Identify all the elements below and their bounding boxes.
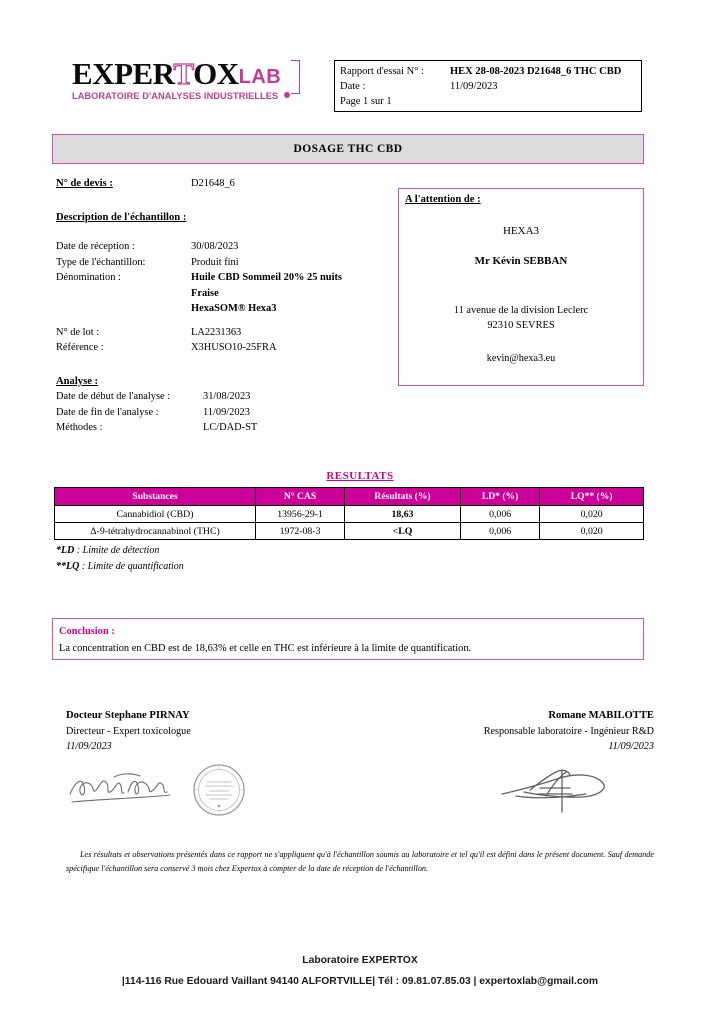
report-date-value: 11/09/2023 (450, 81, 498, 92)
analysis-end-label: Date de fin de l'analyse : (56, 406, 159, 418)
conclusion-heading: Conclusion : (59, 626, 115, 637)
official-stamp-icon (194, 765, 244, 815)
reference-value: X3HUSO10-25FRA (191, 342, 277, 353)
expertox-logo (72, 58, 297, 101)
footnote-lq-marker: **LQ (56, 561, 80, 572)
column-header-ld: LD* (%) (460, 488, 539, 506)
column-header-cas: N° CAS (256, 488, 345, 506)
report-page-label: Page 1 sur 1 (340, 96, 392, 107)
quote-row (56, 176, 386, 192)
column-header-substances: Substances (55, 488, 256, 506)
cell-substance: Δ-9-tétrahydrocannabinol (THC) (55, 523, 256, 540)
table-header-row (55, 488, 644, 506)
cell-substance: Cannabidiol (CBD) (55, 506, 256, 523)
analysis-end-row (56, 405, 386, 421)
lot-label: N° de lot : (56, 326, 100, 338)
quote-label: N° de devis : (56, 178, 113, 189)
footnote-lq (56, 559, 184, 575)
sample-type-label: Type de l'échantillon: (56, 256, 146, 268)
logo-dot-icon (284, 92, 290, 98)
analysis-methods-value: LC/DAD-ST (203, 422, 258, 433)
footnote-ld (56, 543, 184, 559)
denomination-value-line1: Huile CBD Sommeil 20% 25 nuits (191, 272, 342, 283)
page-title: DOSAGE THC CBD (52, 134, 644, 164)
handwritten-signature-icon-right (490, 760, 640, 818)
denomination-value-line2: Fraise (191, 287, 219, 299)
table-row (55, 506, 644, 523)
table-row (55, 523, 644, 540)
reference-row (56, 340, 386, 356)
logo-text-lab: LAB (238, 66, 282, 88)
logo-subtitle: LABORATOIRE D'ANALYSES INDUSTRIELLES (72, 91, 279, 101)
signatory-role-right: Responsable laboratoire - Ingénieur R&D (483, 725, 654, 737)
reception-date-row (56, 239, 386, 255)
report-ref-value: HEX 28-08-2023 D21648_6 THC CBD (450, 66, 622, 77)
attention-box (398, 188, 644, 386)
page-footer (0, 950, 720, 992)
page-header (0, 0, 720, 126)
signatory-date-left: 11/09/2023 (66, 741, 112, 752)
signatory-name-right: Romane MABILOTTE (548, 710, 654, 721)
cell-ld: 0,006 (460, 506, 539, 523)
sample-type-row (56, 255, 386, 271)
sample-info-column (56, 176, 386, 436)
footer-lab-name: Laboratoire EXPERTOX (302, 955, 418, 966)
report-date-row (335, 79, 641, 94)
column-header-lq: LQ** (%) (540, 488, 644, 506)
signature-block-left (66, 708, 326, 755)
logo-wordmark (72, 58, 297, 89)
sample-type-value: Produit fini (191, 256, 239, 268)
conclusion-box (52, 618, 644, 660)
cell-cas: 13956-29-1 (256, 506, 345, 523)
reception-date-label: Date de réception : (56, 241, 135, 252)
report-header-box (334, 60, 642, 112)
spacer (56, 192, 386, 210)
reception-date-value: 30/08/2023 (191, 241, 239, 252)
cell-result: <LQ (345, 523, 461, 540)
logo-text-part2: OX (193, 56, 239, 91)
attention-address-line2: 92310 SEVRES (487, 320, 555, 331)
attention-heading: A l'attention de : (405, 194, 481, 205)
logo-bracket-shape (291, 60, 300, 94)
denomination-row (56, 270, 386, 286)
results-heading: RESULTATS (326, 470, 394, 482)
handwritten-signature-icon (62, 760, 272, 820)
footnote-ld-marker: *LD (56, 545, 75, 556)
footnote-ld-text: : Limite de détection (74, 545, 160, 556)
results-table (54, 487, 644, 540)
footnote-lq-text: : Limite de quantification (79, 561, 184, 572)
spacer (56, 225, 386, 239)
cell-ld: 0,006 (460, 523, 539, 540)
cell-lq: 0,020 (540, 523, 644, 540)
analysis-start-label: Date de début de l'analyse : (56, 391, 171, 402)
report-ref-row (335, 64, 641, 79)
logo-subtitle-row (72, 91, 297, 101)
table-footnotes (56, 543, 184, 575)
analysis-methods-row (56, 420, 386, 436)
report-ref-label: Rapport d'essai N° : (340, 66, 424, 77)
signature-block-right (364, 708, 654, 755)
signatory-name-left: Docteur Stephane PIRNAY (66, 710, 190, 721)
cell-cas: 1972-08-3 (256, 523, 345, 540)
attention-person: Mr Kévin SEBBAN (474, 255, 568, 267)
report-date-label: Date : (340, 81, 366, 92)
lot-row (56, 325, 386, 341)
attention-address (399, 303, 643, 333)
report-page-row (335, 94, 641, 109)
analysis-methods-label: Méthodes : (56, 422, 103, 433)
spacer (56, 317, 386, 325)
logo-text-part1: EXPER (72, 56, 174, 91)
signatory-date-right: 11/09/2023 (608, 741, 654, 752)
lot-value: LA2231363 (191, 326, 242, 338)
spacer (56, 356, 386, 374)
denomination-label: Dénomination : (56, 272, 121, 283)
reference-label: Référence : (56, 342, 104, 353)
signatory-role-left: Directeur - Expert toxicologue (66, 725, 191, 737)
disclaimer-text: Les résultats et observations présentés dans ce rapport ne s'appliquent qu'à l'échantillon soumis au laboratoire et tel qu'il est défini dans le présent document. Sauf demande spécifique l'échantillon sera conservé 3 mois chez Expertox à compter de la date de réception de l'échantillon. (66, 850, 654, 873)
sample-section-heading: Description de l'échantillon : (56, 211, 187, 223)
attention-email: kevin@hexa3.eu (486, 353, 556, 364)
analysis-end-value: 11/09/2023 (203, 406, 250, 418)
column-header-results: Résultats (%) (345, 488, 461, 506)
attention-address-line1: 11 avenue de la division Leclerc (453, 305, 589, 316)
denomination-value-line3: HexaSOM® Hexa3 (191, 303, 277, 314)
logo-text-t: T (173, 56, 194, 91)
footer-contact: |114-116 Rue Edouard Vaillant 94140 ALFORTVILLE| Tél : 09.81.07.85.03 | expertoxlab@gmail.com (121, 976, 599, 987)
analysis-start-value: 31/08/2023 (203, 391, 251, 402)
cell-lq: 0,020 (540, 506, 644, 523)
conclusion-text: La concentration en CBD est de 18,63% et celle en THC est inférieure à la limite de quantification. (59, 643, 472, 654)
cell-result: 18,63 (345, 506, 461, 523)
attention-body (399, 225, 643, 364)
analysis-section-heading: Analyse : (56, 375, 99, 387)
analysis-start-row (56, 389, 386, 405)
quote-value: D21648_6 (191, 178, 235, 189)
attention-company: HEXA3 (502, 225, 540, 237)
